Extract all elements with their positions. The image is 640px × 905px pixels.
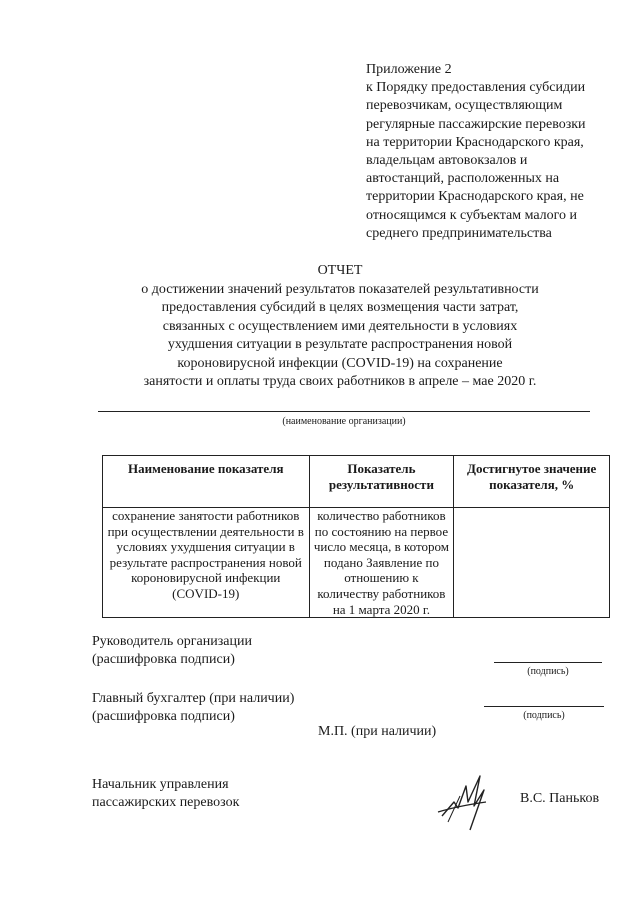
report-subtitle-line: связанных с осуществлением ими деятельности в условиях xyxy=(162,318,518,334)
organization-caption: (наименование организации) xyxy=(282,416,406,427)
handwritten-signature xyxy=(436,772,496,834)
header-indicator-performance: Показатель результативности xyxy=(309,456,454,508)
appendix-line: регулярные пассажирские перевозки xyxy=(366,116,586,132)
head-signature-line xyxy=(494,662,602,663)
accountant-label: Главный бухгалтер (при наличии) xyxy=(92,691,295,706)
header-indicator-name: Наименование показателя xyxy=(103,456,310,508)
appendix-line: автостанций, расположенных на xyxy=(366,171,560,187)
appendix-line: к Порядку предоставления субсидии xyxy=(366,80,586,96)
header-achieved-value: Достигнутое значение показателя, % xyxy=(454,456,610,508)
appendix-line: владельцам автовокзалов и xyxy=(366,153,528,169)
stamp-place-label: М.П. (при наличии) xyxy=(318,724,437,739)
report-subtitle-line: короновирусной инфекции (COVID-19) на сохранение xyxy=(177,355,503,371)
indicators-table xyxy=(102,455,610,618)
cell-indicator-performance: количество работников по состоянию на первое число месяца, в котором подано Заявление по отношению к количеству работников на 1 марта 2020 г. xyxy=(309,508,454,618)
report-subtitle-line: ухудшения ситуации в результате распространения новой xyxy=(167,337,513,352)
head-decryption-label: (расшифровка подписи) xyxy=(92,652,235,667)
head-signature-caption: (подпись) xyxy=(527,666,569,677)
table-row xyxy=(103,508,610,618)
accountant-decryption-label: (расшифровка подписи) xyxy=(92,709,235,724)
chief-position-line2: пассажирских перевозок xyxy=(92,795,240,810)
chief-position-line1: Начальник управления xyxy=(92,777,229,792)
cell-indicator-name: сохранение занятости работников при осуществлении деятельности в условиях ухудшения ситуации в результате распространения новой короновирусной инфекции (COVID-19) xyxy=(103,508,310,618)
organization-name-line xyxy=(98,411,590,412)
report-subtitle-line: предоставления субсидий в целях возмещения части затрат, xyxy=(161,300,519,315)
appendix-line: на территории Краснодарского края, xyxy=(366,134,584,150)
chief-name: В.С. Паньков xyxy=(520,791,600,806)
report-title: ОТЧЕТ xyxy=(317,263,363,278)
report-heading xyxy=(100,262,580,392)
appendix-line: среднего предпринимательства xyxy=(366,225,552,241)
appendix-block xyxy=(366,61,628,243)
accountant-signature-caption: (подпись) xyxy=(523,710,565,721)
cell-achieved-value xyxy=(454,508,610,618)
appendix-line: относящимся к субъектам малого и xyxy=(366,207,578,223)
appendix-line: Приложение 2 xyxy=(366,62,452,77)
head-label: Руководитель организации xyxy=(92,634,252,649)
appendix-line: перевозчикам, осуществляющим xyxy=(366,98,563,114)
report-subtitle-line: о достижении значений результатов показателей результативности xyxy=(141,281,539,297)
appendix-line: территории Краснодарского края, не xyxy=(366,189,584,205)
accountant-signature-line xyxy=(484,706,604,707)
table-header-row xyxy=(103,456,610,508)
report-subtitle-line: занятости и оплаты труда своих работников в апреле – мае 2020 г. xyxy=(143,374,537,389)
